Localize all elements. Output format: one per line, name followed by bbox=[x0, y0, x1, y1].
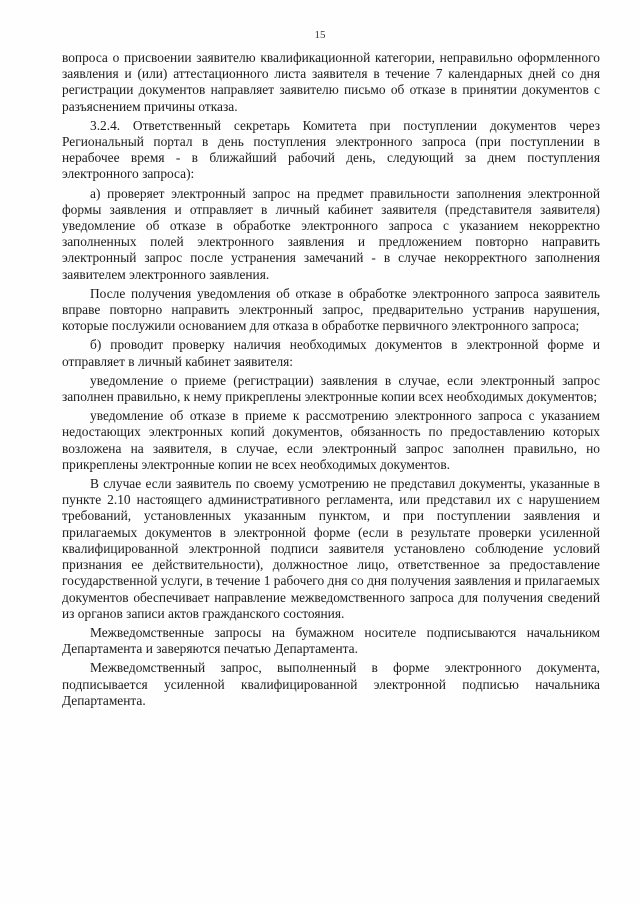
paragraph-notice-accept: уведомление о приеме (регистрации) заявления в случае, если электронный запрос заполнен правильно, к нему прикреплены электронные копии всех необходимых документов; bbox=[62, 372, 600, 405]
paragraph-electronic-request: Межведомственный запрос, выполненный в форме электронного документа, подписывается усиленной квалифицированной электронной подписью начальника Департамента. bbox=[62, 660, 600, 708]
paragraph-item-a: а) проверяет электронный запрос на предмет правильности заполнения электронной формы заявления и отправляет в личный кабинет заявителя (представителя заявителя) уведомление об отказе в обработке электронного запроса с указанием некорректно заполненных полей электронного заявления и предложением повторно направить электронный запрос после устранения замечаний - в случае некорректного заполнения заявителем электронного заявления. bbox=[62, 185, 600, 282]
paragraph-interagency-case: В случае если заявитель по своему усмотрению не представил документы, указанные в пункте 2.10 настоящего административного регламента, или представил их с нарушением требований, установленных указанным пунктом, и при поступлении заявления и прилагаемых документов в электронной форме (если в результате проверки усиленной квалифицированной электронной подписи заявителя установлено соблюдение условий признания ее действительности), должностное лицо, ответственное за предоставление государственной услуги, в течение 1 рабочего дня со дня получения заявления и прилагаемых документов обеспечивает направление межведомственного запроса для получения сведений из органов записи актов гражданского состояния. bbox=[62, 476, 600, 621]
paragraph-1: вопроса о присвоении заявителю квалификационной категории, неправильно оформленного заявления и (или) аттестационного листа заявителя в течение 7 календарных дней со дня регистрации документов направляет заявителю письмо об отказе в принятии документов с разъяснением причины отказа. bbox=[62, 50, 600, 114]
document-body bbox=[62, 50, 600, 712]
page-number: 15 bbox=[314, 29, 326, 41]
paragraph-notice-refuse: уведомление об отказе в приеме к рассмотрению электронного запроса с указанием недостающих электронных копий документов, обязанность по предоставлению которых возложена на заявителя, в случае, если электронный запрос заполнен правильно, но прикреплены электронные копии не всех необходимых документов. bbox=[62, 408, 600, 472]
paragraph-item-b: б) проводит проверку наличия необходимых документов в электронной форме и отправляет в личный кабинет заявителя: bbox=[62, 337, 600, 369]
paragraph-paper-requests: Межведомственные запросы на бумажном носителе подписываются начальником Департамента и заверяются печатью Департамента. bbox=[62, 624, 600, 657]
paragraph-after-notice: После получения уведомления об отказе в обработке электронного запроса заявитель вправе повторно направить электронный запрос, предварительно устранив нарушения, которые послужили основанием для отказа в обработке первичного электронного запроса; bbox=[62, 285, 600, 334]
paragraph-section-3-2-4: 3.2.4. Ответственный секретарь Комитета при поступлении документов через Региональный портал в день поступления электронного запроса (при поступлении в нерабочее время - в ближайший рабочий день, следующий за днем поступления электронного запроса): bbox=[62, 117, 600, 182]
